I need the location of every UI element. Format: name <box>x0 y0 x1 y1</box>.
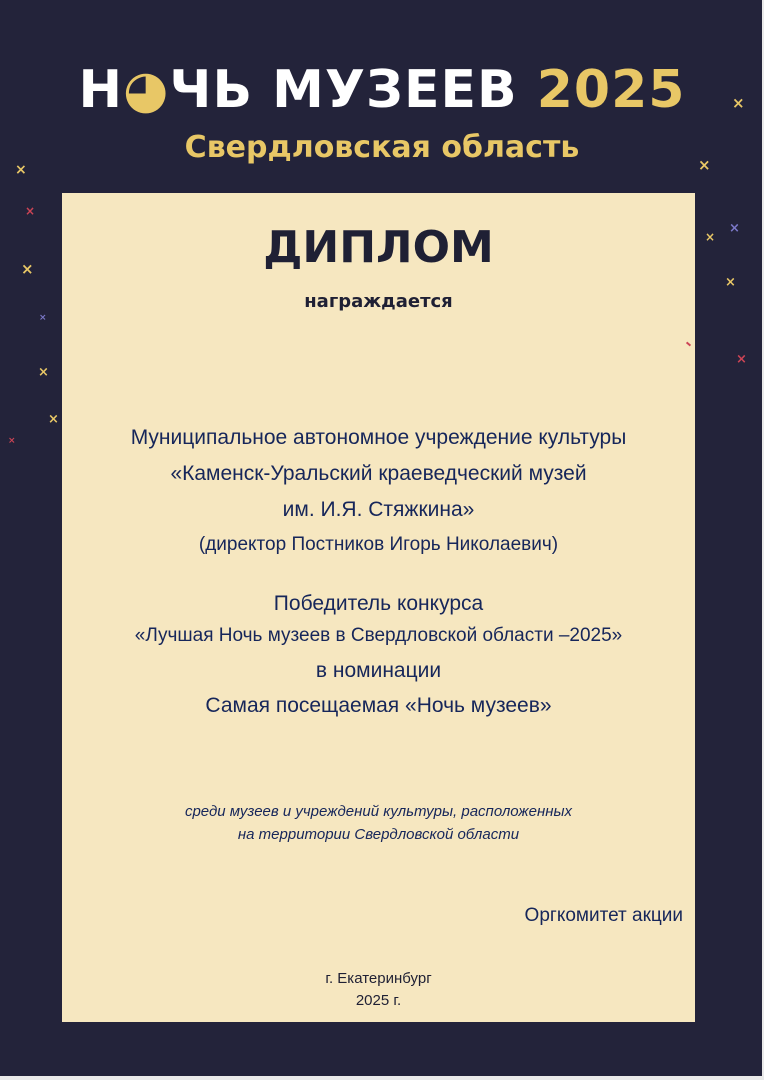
sparkle-icon: × <box>48 412 59 427</box>
scope-line: на территории Свердловской области <box>237 826 520 843</box>
recipient-line: «Каменск-Уральский краеведческий музей <box>170 462 587 485</box>
award-line: в номинации <box>315 659 442 682</box>
decor-tick <box>686 342 691 347</box>
sparkle-icon: × <box>8 436 16 446</box>
nomination-name: Самая посещаемая «Ночь музеев» <box>205 694 552 717</box>
sparkle-icon: × <box>25 204 36 218</box>
sparkle-icon: × <box>15 162 27 178</box>
scope-line: среди музеев и учреждений культуры, расположенных <box>184 803 573 820</box>
sparkle-icon: × <box>729 221 740 236</box>
award-line: Победитель конкурса <box>273 592 484 615</box>
sparkle-icon: × <box>21 260 34 278</box>
recipient-line: им. И.Я. Стяжкина» <box>282 498 475 521</box>
logo-text: ЧЬ МУЗЕЕВ <box>169 60 518 120</box>
event-logo <box>0 60 764 120</box>
logo-year: 2025 <box>536 60 686 120</box>
moon-icon: ◕ <box>123 60 170 120</box>
sparkle-icon: × <box>736 352 747 367</box>
region-title: Свердловская область <box>184 130 580 165</box>
sparkle-icon: × <box>732 94 745 112</box>
year-label: 2025 г. <box>355 992 402 1009</box>
diploma-panel <box>62 193 695 1022</box>
contest-name: «Лучшая Ночь музеев в Свердловской области –2025» <box>134 625 623 646</box>
director-line: (директор Постников Игорь Николаевич) <box>198 534 559 555</box>
sparkle-icon: × <box>39 313 47 323</box>
sparkle-icon: × <box>705 230 716 244</box>
logo-letter: Н <box>78 60 124 120</box>
diploma-title: ДИПЛОМ <box>263 222 494 273</box>
diploma-subtitle: награждается <box>304 291 453 312</box>
sparkle-icon: × <box>698 156 711 174</box>
signature-label: Оргкомитет акции <box>524 905 683 926</box>
recipient-line: Муниципальное автономное учреждение культуры <box>130 426 627 449</box>
city-label: г. Екатеринбург <box>325 970 432 987</box>
sparkle-icon: × <box>38 365 49 380</box>
sparkle-icon: × <box>725 275 736 290</box>
